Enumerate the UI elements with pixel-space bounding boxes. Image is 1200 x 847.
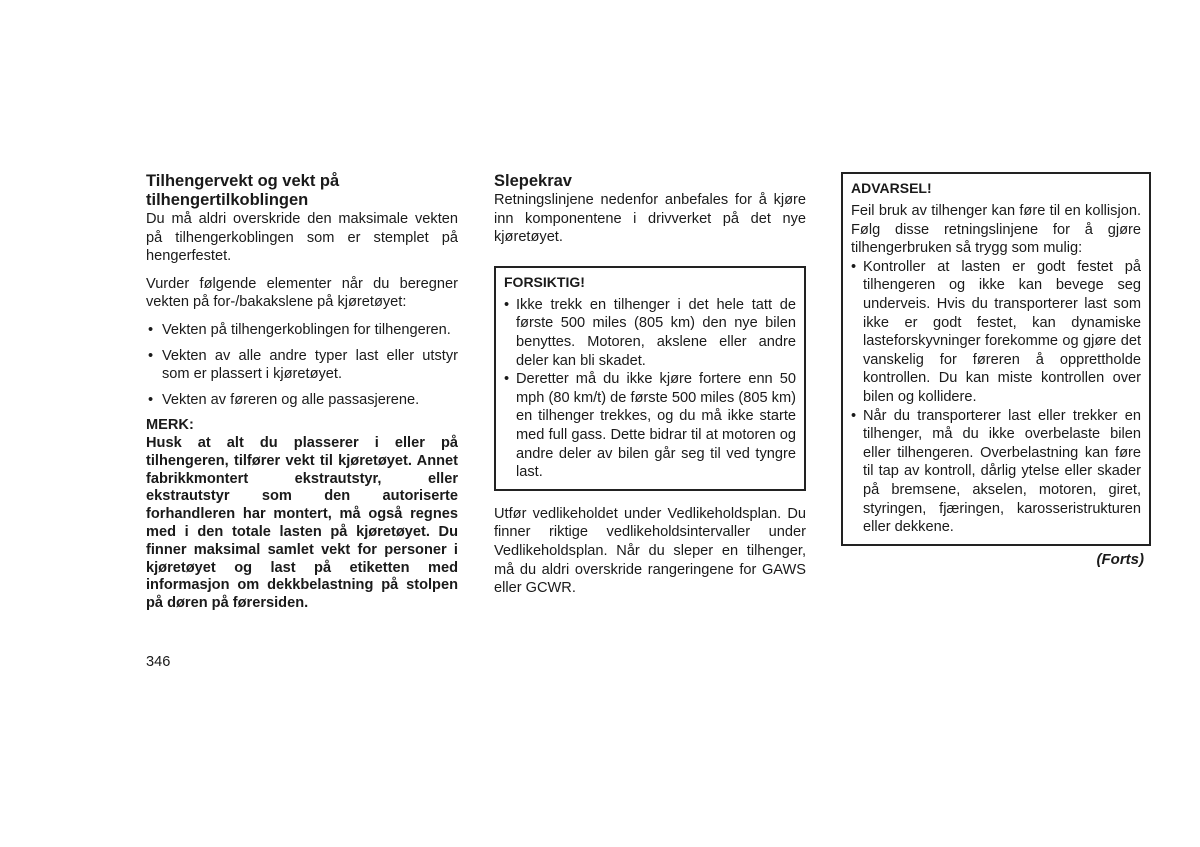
list-item: • Deretter må du ikke kjøre fortere enn 50 mph (80 km/t) de første 500 miles (805 km) en tilhenger trekkes, og du må ikke starte med full gass. Dette bidrar til at motoren og andre deler av bilen går seg til ved tyngre last. — [504, 370, 796, 482]
paragraph-maintenance: Utfør vedlikeholdet under Vedlikeholdsplan. Du finner riktige vedlikeholdsintervaller under Vedlikeholdsplan. Når du sleper en tilhenger, må du aldri overskride rangeringene for GAWS eller GCWR. — [494, 505, 806, 597]
page-number: 346 — [146, 654, 171, 670]
column-left — [146, 172, 458, 613]
note-text: Husk at alt du plasserer i eller på tilhengeren, tilfører vekt til kjøretøyet. Annet fabrikkmontert ekstrautstyr, eller ekstrautstyr som den autoriserte forhandleren har montert, må også regnes med i den totale lasten på kjøretøyet. Du finner maksimal samlet vekt for personer i kjøretøyet og last på etiketten med informasjon om dekkbelastning på stolpen på døren på førersiden. — [146, 434, 458, 612]
list-item: • Kontroller at lasten er godt festet på tilhengeren og ikke kan bevege seg underveis. Hvis du transporterer last som ikke er godt festet, kan dynamiske lasteforskyvninger forekomme og gjøre det vanskelig for føreren å opprettholde kontrollen. Du kan miste kontrollen over bilen og kollidere. — [851, 258, 1141, 407]
caution-heading: FORSIKTIG! — [504, 273, 585, 290]
section-heading-towing-requirements: Slepekrav — [494, 172, 572, 190]
list-item: • Vekten på tilhengerkoblingen for tilhengeren. — [146, 321, 458, 340]
column-middle — [494, 172, 806, 598]
warning-heading: ADVARSEL! — [851, 180, 932, 196]
caution-box — [494, 266, 806, 491]
paragraph-guidelines: Retningslinjene nedenfor anbefales for å kjøre inn komponentene i drivverket på det nye kjøretøyet. — [494, 192, 806, 246]
note-label: MERK: — [146, 417, 194, 434]
list-item: • Når du transporterer last eller trekker en tilhenger, må du ikke overbelaste bilen eller tilhengeren. Overbelastning kan føre til tap av kontroll, dårlig ytelse eller skader på bremsene, akselen, motoren, giret, styringen, fjæringen, karosseristrukturen eller dekkene. — [851, 407, 1141, 537]
caution-list — [504, 296, 796, 482]
warning-intro: Feil bruk av tilhenger kan føre til en kollisjon. Følg disse retningslinjene for å gjøre tilhengerbruken så trygg som mulig: — [851, 203, 1141, 257]
section-heading-trailer-weight: Tilhengervekt og vekt på tilhengertilkoblingen — [146, 172, 340, 209]
paragraph-consider: Vurder følgende elementer når du beregner vekten på for-/bakakslene på kjøretøyet: — [146, 275, 458, 311]
list-item: • Vekten av føreren og alle passasjerene. — [146, 391, 458, 410]
paragraph-max-weight: Du må aldri overskride den maksimale vekten på tilhengerkoblingen som er stemplet på hengerfestet. — [146, 211, 458, 265]
weight-elements-list — [146, 321, 458, 409]
column-right — [841, 172, 1151, 546]
warning-box — [841, 172, 1151, 546]
continued-label: (Forts) — [1096, 551, 1144, 568]
list-item: • Ikke trekk en tilhenger i det hele tatt de første 500 miles (805 km) den nye bilen benyttes. Motoren, akslene eller andre deler kan bli skadet. — [504, 296, 796, 370]
list-item: • Vekten av alle andre typer last eller utstyr som er plassert i kjøretøyet. — [146, 347, 458, 384]
warning-list — [851, 258, 1141, 537]
